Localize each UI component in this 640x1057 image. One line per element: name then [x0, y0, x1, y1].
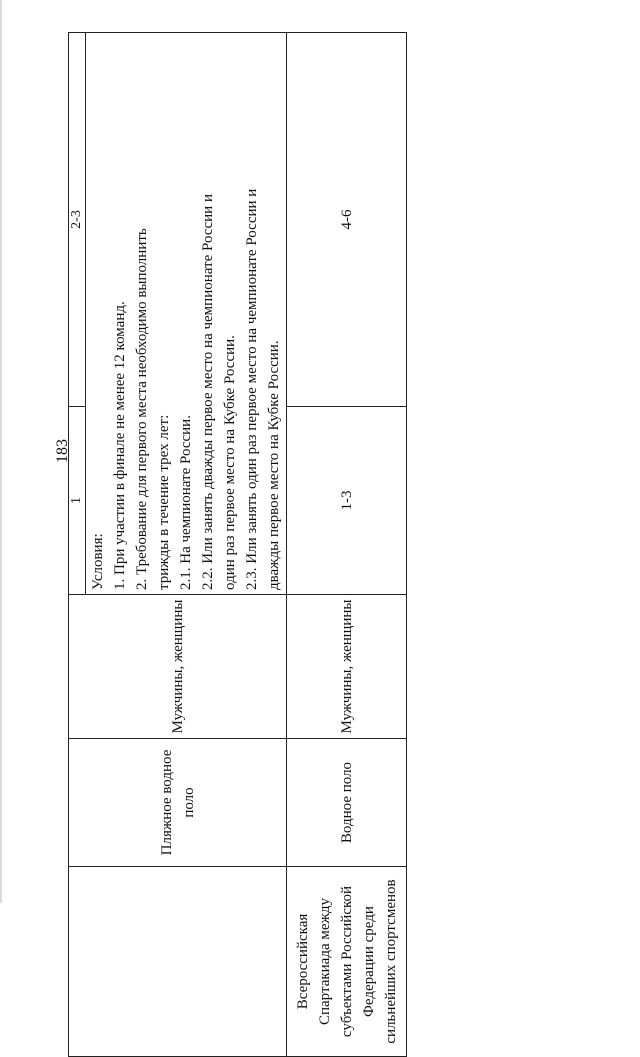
condition-line: один раз первое место на Кубке России.: [222, 335, 238, 590]
conditions-cell: [86, 33, 287, 595]
gender-label: Мужчины, женщины: [169, 599, 186, 734]
header-place-2-3: 2-3: [69, 33, 86, 407]
discipline-cell: [69, 739, 287, 867]
event-line: сильнейших спортсменов: [382, 879, 399, 1044]
header-place-1: 1: [69, 407, 86, 595]
condition-line: 2.3. Или занять один раз первое место на чемпионате России и: [244, 188, 260, 590]
condition-line: 2.1. На чемпионате России.: [178, 415, 194, 590]
condition-line: трижды в течение трех лет:: [156, 414, 172, 590]
event-line: субъектами Российской: [338, 885, 355, 1038]
event-line: Всероссийская: [294, 913, 311, 1010]
condition-line: 2. Требование для первого места необходимо выполнить: [134, 228, 150, 590]
condition-line: Условия:: [90, 533, 106, 590]
condition-line: дважды первое место на Кубке России.: [266, 340, 282, 590]
gender-cell: Мужчины, женщины: [287, 595, 407, 739]
event-line: Федерации среди: [360, 906, 377, 1017]
discipline-label: Пляжное водное поло: [158, 749, 197, 856]
condition-line: 2.2. Или занять дважды первое место на чемпионате России и: [200, 194, 216, 590]
sport-classification-table: [68, 32, 407, 1057]
event-cell-empty: [69, 867, 287, 1057]
condition-line: 1. При участии в финале не менее 12 команд.: [112, 301, 128, 590]
place-2-3-cell: 4-6: [287, 33, 407, 407]
scan-edge: [0, 0, 2, 903]
discipline-cell: Водное поло: [287, 739, 407, 867]
place-1-cell: 1-3: [287, 407, 407, 595]
page-number: 183: [54, 439, 71, 463]
event-cell: [287, 867, 407, 1057]
event-line: Спартакиада между: [316, 897, 333, 1026]
rotated-table-wrapper: [68, 33, 399, 1057]
gender-cell: [69, 595, 287, 739]
